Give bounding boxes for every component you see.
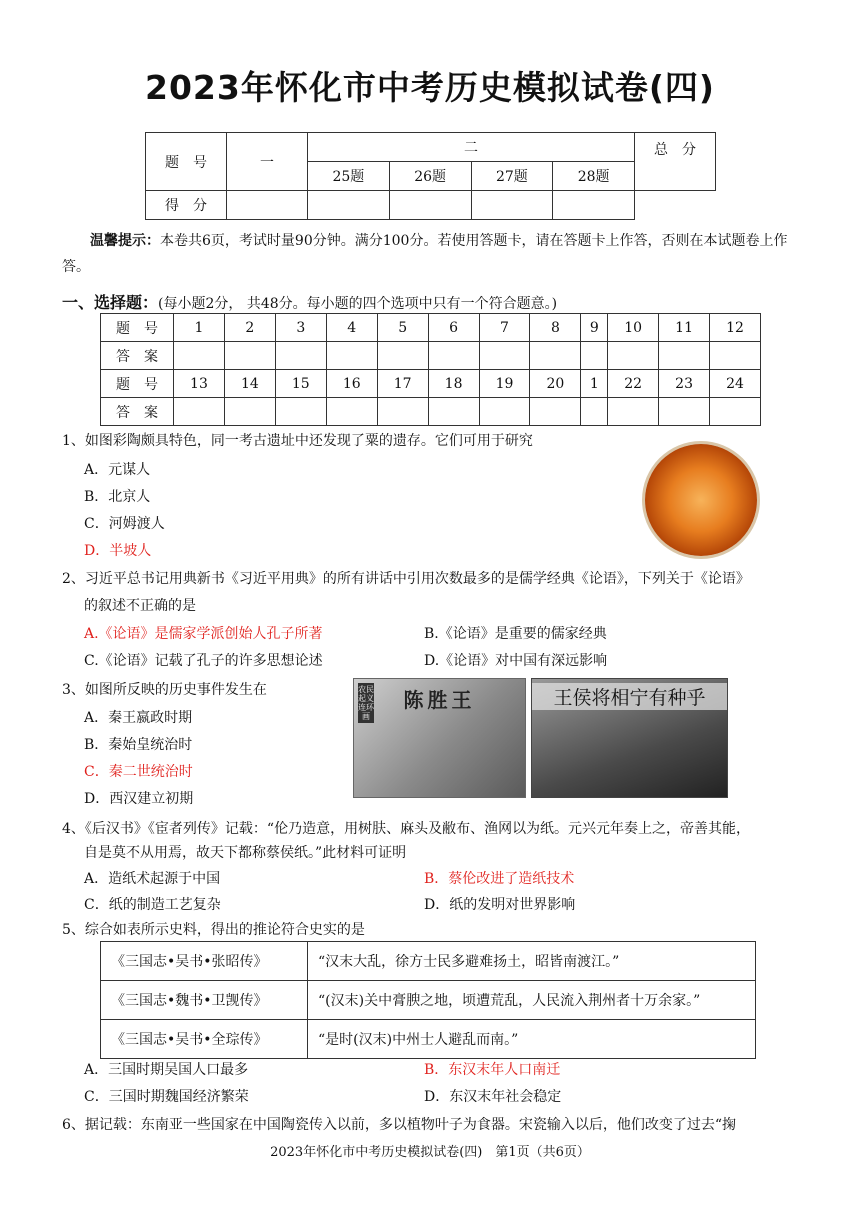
question-number-cell: 1 <box>581 370 608 398</box>
quote-cell: “是时(汉末)中州士人避乱而南。” <box>308 1020 756 1059</box>
answer-cell[interactable] <box>428 398 479 426</box>
comic-side-label: 农民起义连环画 <box>358 685 374 721</box>
question-number-cell: 16 <box>326 370 377 398</box>
score-table-part-one: 一 <box>227 133 308 191</box>
source-cell: 《三国志•吴书•全琮传》 <box>101 1020 308 1059</box>
question-5-option-a[interactable]: A．三国时期吴国人口最多 <box>84 1062 249 1078</box>
question-number-cell: 14 <box>224 370 275 398</box>
score-table-part-two: 二 <box>308 133 635 162</box>
question-number-cell: 6 <box>428 314 479 342</box>
answer-cell[interactable] <box>608 342 659 370</box>
question-1-option-a[interactable]: A．元谋人 <box>84 462 151 478</box>
question-number-cell: 10 <box>608 314 659 342</box>
score-table-total: 总 分 <box>635 133 716 191</box>
answer-cell[interactable] <box>224 342 275 370</box>
score-table-score-label: 得 分 <box>146 191 227 220</box>
answer-cell[interactable] <box>224 398 275 426</box>
question-4-option-a[interactable]: A．造纸术起源于中国 <box>84 871 221 887</box>
tip-label: 温馨提示： <box>90 233 160 249</box>
comic-image-chen-sheng <box>353 678 526 798</box>
question-number-cell: 20 <box>530 370 581 398</box>
table-row <box>101 942 756 981</box>
question-5-stem: 5、综合如表所示史料，得出的推论符合史实的是 <box>62 922 365 938</box>
question-3-option-c[interactable]: C．秦二世统治时 <box>84 764 193 780</box>
section-heading <box>62 290 557 313</box>
page-footer: 2023年怀化市中考历史模拟试卷(四) 第1页（共6页） <box>270 1145 590 1160</box>
question-1-option-b[interactable]: B．北京人 <box>84 489 151 505</box>
question-number-cell: 23 <box>659 370 710 398</box>
tip-paragraph <box>62 228 807 280</box>
question-5-option-d[interactable]: D．东汉末年社会稳定 <box>424 1089 562 1105</box>
source-cell: 《三国志•魏书•卫觊传》 <box>101 981 308 1020</box>
answer-grid-label: 答 案 <box>101 398 174 426</box>
answer-cell[interactable] <box>377 398 428 426</box>
answer-cell[interactable] <box>530 342 581 370</box>
question-2-stem: 2、习近平总书记用典新书《习近平用典》的所有讲话中引用次数最多的是儒学经典《论语》，下列关于《论语》 <box>62 571 750 587</box>
source-cell: 《三国志•吴书•张昭传》 <box>101 942 308 981</box>
question-3-option-b[interactable]: B．秦始皇统治时 <box>84 737 193 753</box>
answer-cell[interactable] <box>275 342 326 370</box>
answer-cell[interactable] <box>530 398 581 426</box>
answer-grid-answer-row <box>101 398 761 426</box>
comic-caption: 王侯将相宁有种乎 <box>532 683 727 710</box>
score-cell[interactable] <box>553 191 635 220</box>
answer-cell[interactable] <box>581 342 608 370</box>
answer-cell[interactable] <box>581 398 608 426</box>
answer-grid-label: 答 案 <box>101 342 174 370</box>
question-5-option-b[interactable]: B．东汉末年人口南迁 <box>424 1062 561 1078</box>
question-number-cell: 1 <box>174 314 225 342</box>
answer-cell[interactable] <box>479 398 530 426</box>
question-1-option-c[interactable]: C．河姆渡人 <box>84 516 165 532</box>
answer-cell[interactable] <box>479 342 530 370</box>
question-number-cell: 4 <box>326 314 377 342</box>
question-number-cell: 19 <box>479 370 530 398</box>
question-4-stem-cont: 自是莫不从用焉，故天下都称蔡侯纸。”此材料可证明 <box>84 845 407 861</box>
question-4-stem: 4、《后汉书》《宦者列传》记载：“伦乃造意，用树肤、麻头及敝布、渔网以为纸。元兴元年奏上之，帝善其能， <box>62 821 751 837</box>
question-2-option-a[interactable]: A.《论语》是儒家学派创始人孔子所著 <box>84 626 323 642</box>
question-4-option-c[interactable]: C．纸的制造工艺复杂 <box>84 897 221 913</box>
answer-grid-num-row <box>101 314 761 342</box>
answer-grid-label: 题 号 <box>101 314 174 342</box>
question-3-stem: 3、如图所反映的历史事件发生在 <box>62 682 267 698</box>
quote-cell: “(汉末)关中膏腴之地，顷遭荒乱，人民流入荆州者十万余家。” <box>308 981 756 1020</box>
question-4-option-d[interactable]: D．纸的发明对世界影响 <box>424 897 576 913</box>
question-number-cell: 11 <box>659 314 710 342</box>
comic-caption: 陈胜王 <box>403 688 476 712</box>
score-table-sub: 25题 <box>308 162 390 191</box>
answer-cell[interactable] <box>659 342 710 370</box>
answer-cell[interactable] <box>275 398 326 426</box>
question-3-option-d[interactable]: D．西汉建立初期 <box>84 791 194 807</box>
table-row <box>101 1020 756 1059</box>
section-title: 一、选择题： <box>62 293 159 312</box>
comic-image-slogan <box>531 678 728 798</box>
score-cell[interactable] <box>389 191 471 220</box>
question-number-cell: 2 <box>224 314 275 342</box>
tip-text: 本卷共6页，考试时量90分钟。满分100分。若使用答题卡，请在答题卡上作答，否则在本试题卷上作答。 <box>62 233 788 275</box>
score-table-sub: 26题 <box>389 162 471 191</box>
score-table-sub: 27题 <box>471 162 553 191</box>
answer-grid-num-row <box>101 370 761 398</box>
answer-grid-label: 题 号 <box>101 370 174 398</box>
question-number-cell: 22 <box>608 370 659 398</box>
section-note: (每小题2分， 共48分。每小题的四个选项中只有一个符合题意。) <box>158 296 558 312</box>
answer-cell[interactable] <box>326 398 377 426</box>
question-number-cell: 3 <box>275 314 326 342</box>
question-5-option-c[interactable]: C．三国时期魏国经济繁荣 <box>84 1089 249 1105</box>
question-number-cell: 17 <box>377 370 428 398</box>
question-4-option-b[interactable]: B．蔡伦改进了造纸技术 <box>424 871 575 887</box>
answer-cell[interactable] <box>174 398 225 426</box>
question-number-cell: 13 <box>174 370 225 398</box>
question-2-option-c[interactable]: C.《论语》记载了孔子的许多思想论述 <box>84 653 323 669</box>
question-number-cell: 12 <box>710 314 761 342</box>
answer-cell[interactable] <box>174 342 225 370</box>
question-number-cell: 15 <box>275 370 326 398</box>
score-cell[interactable] <box>308 191 390 220</box>
question-2-stem-cont: 的叙述不正确的是 <box>84 598 196 614</box>
source-table <box>100 941 756 1059</box>
score-cell[interactable] <box>471 191 553 220</box>
answer-grid <box>100 313 761 426</box>
question-3-option-a[interactable]: A．秦王嬴政时期 <box>84 710 193 726</box>
score-table-sub: 28题 <box>553 162 635 191</box>
score-cell[interactable] <box>227 191 308 220</box>
table-row <box>101 981 756 1020</box>
answer-cell[interactable] <box>710 398 761 426</box>
question-2-option-d[interactable]: D.《论语》对中国有深远影响 <box>424 653 608 669</box>
question-6-stem: 6、据记载：东南亚一些国家在中国陶瓷传入以前，多以植物叶子为食器。宋瓷输入以后，他们改变了过去“掬 <box>62 1117 737 1133</box>
answer-grid-answer-row <box>101 342 761 370</box>
answer-cell[interactable] <box>659 398 710 426</box>
answer-cell[interactable] <box>326 342 377 370</box>
question-2-option-b[interactable]: B.《论语》是重要的儒家经典 <box>424 626 607 642</box>
question-number-cell: 8 <box>530 314 581 342</box>
quote-cell: “汉末大乱，徐方士民多避难扬土，昭皆南渡江。” <box>308 942 756 981</box>
question-1-stem: 1、如图彩陶颇具特色，同一考古遗址中还发现了粟的遗存。它们可用于研究 <box>62 433 533 449</box>
painted-pottery-image <box>645 444 757 556</box>
answer-cell[interactable] <box>377 342 428 370</box>
score-table-num-label: 题 号 <box>146 133 227 191</box>
answer-cell[interactable] <box>428 342 479 370</box>
answer-cell[interactable] <box>710 342 761 370</box>
question-number-cell: 24 <box>710 370 761 398</box>
page-title: 2023年怀化市中考历史模拟试卷(四) <box>144 68 715 107</box>
question-number-cell: 7 <box>479 314 530 342</box>
score-table <box>145 132 716 220</box>
question-1-option-d[interactable]: D．半坡人 <box>84 543 152 559</box>
question-number-cell: 5 <box>377 314 428 342</box>
question-number-cell: 18 <box>428 370 479 398</box>
answer-cell[interactable] <box>608 398 659 426</box>
question-number-cell: 9 <box>581 314 608 342</box>
